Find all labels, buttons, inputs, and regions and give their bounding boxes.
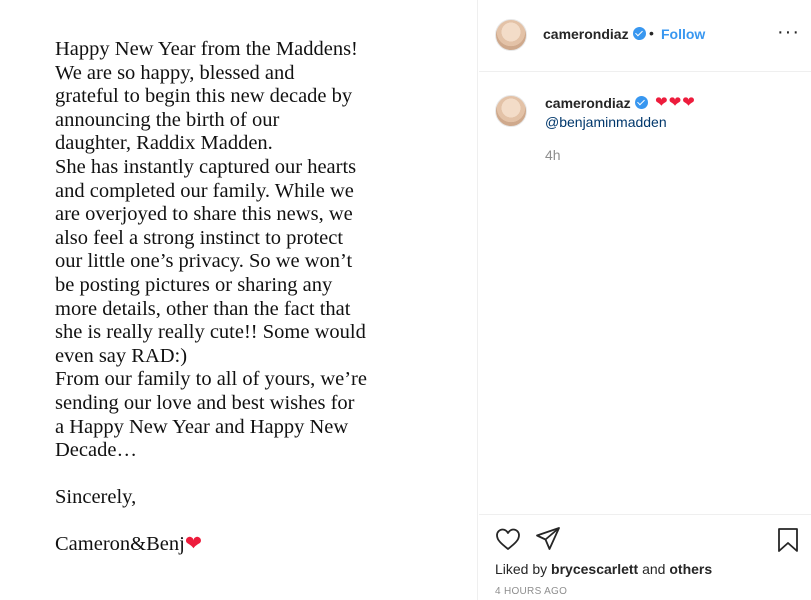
verified-badge-icon <box>633 27 646 40</box>
image-text-line: Decade… <box>55 439 137 462</box>
spacer <box>55 510 470 534</box>
avatar[interactable] <box>495 95 527 127</box>
follow-button[interactable]: Follow <box>661 26 706 42</box>
caption-username: camerondiaz <box>545 95 631 111</box>
liked-and: and <box>638 561 670 577</box>
like-button[interactable] <box>495 527 521 551</box>
post-actions <box>479 514 811 600</box>
post-sidebar <box>479 0 811 600</box>
image-text-line: she is really really cute!! Some would <box>55 321 366 344</box>
image-text-line: also feel a strong instinct to protect <box>55 226 344 249</box>
image-text-line: grateful to begin this new decade by <box>55 85 353 108</box>
mention-link[interactable]: @benjaminmadden <box>545 114 667 130</box>
liked-prefix: Liked by <box>495 561 552 577</box>
image-text-line: announcing the birth of our <box>55 108 280 131</box>
image-text-line: daughter, Raddix Madden. <box>55 132 273 155</box>
image-text-line: a Happy New Year and Happy New <box>55 415 349 438</box>
paper-plane-icon <box>535 526 561 552</box>
image-text-line: our little one’s privacy. So we won’t <box>55 250 353 273</box>
image-text-line: more details, other than the fact that <box>55 297 351 320</box>
more-options-icon[interactable]: ··· <box>777 21 800 43</box>
image-text-line: sending our love and best wishes for <box>55 391 355 414</box>
post-header <box>479 0 811 72</box>
verified-badge-icon <box>635 96 648 109</box>
caption-emoji: ❤❤❤ <box>655 94 696 111</box>
caption-timestamp[interactable]: 4h <box>545 147 561 163</box>
spacer <box>55 463 470 487</box>
save-button[interactable] <box>777 527 799 553</box>
heart-emoji: ❤ <box>184 533 202 556</box>
post-timestamp[interactable]: 4 HOURS AGO <box>495 586 568 597</box>
signature-text: Cameron&Benj <box>55 533 185 556</box>
image-text-line: Happy New Year from the Maddens! <box>55 38 358 60</box>
heart-outline-icon <box>495 527 521 551</box>
separator-dot: • <box>649 25 654 41</box>
image-text-line: are overjoyed to share this news, we <box>55 203 353 226</box>
liked-others-link[interactable]: others <box>669 561 713 577</box>
share-button[interactable] <box>535 526 561 552</box>
header-username: camerondiaz <box>543 26 629 42</box>
image-text-line: be posting pictures or sharing any <box>55 273 333 296</box>
image-text-line: From our family to all of yours, we’re <box>55 368 367 391</box>
image-text-line: She has instantly captured our hearts <box>55 155 357 178</box>
avatar[interactable] <box>495 19 527 51</box>
likes-summary <box>495 561 712 577</box>
image-text-line: and completed our family. While we <box>55 179 354 202</box>
image-text-line: even say RAD:) <box>55 344 188 367</box>
image-text-closing: Sincerely, <box>55 486 137 509</box>
image-text-signature <box>55 533 470 557</box>
liked-user-link[interactable]: brycescarlett <box>551 561 639 577</box>
image-text-line: We are so happy, blessed and <box>55 61 295 84</box>
post-image-text <box>55 38 470 557</box>
header-username-link[interactable] <box>543 26 646 42</box>
bookmark-icon <box>777 527 799 553</box>
caption-username-link[interactable] <box>545 95 648 111</box>
